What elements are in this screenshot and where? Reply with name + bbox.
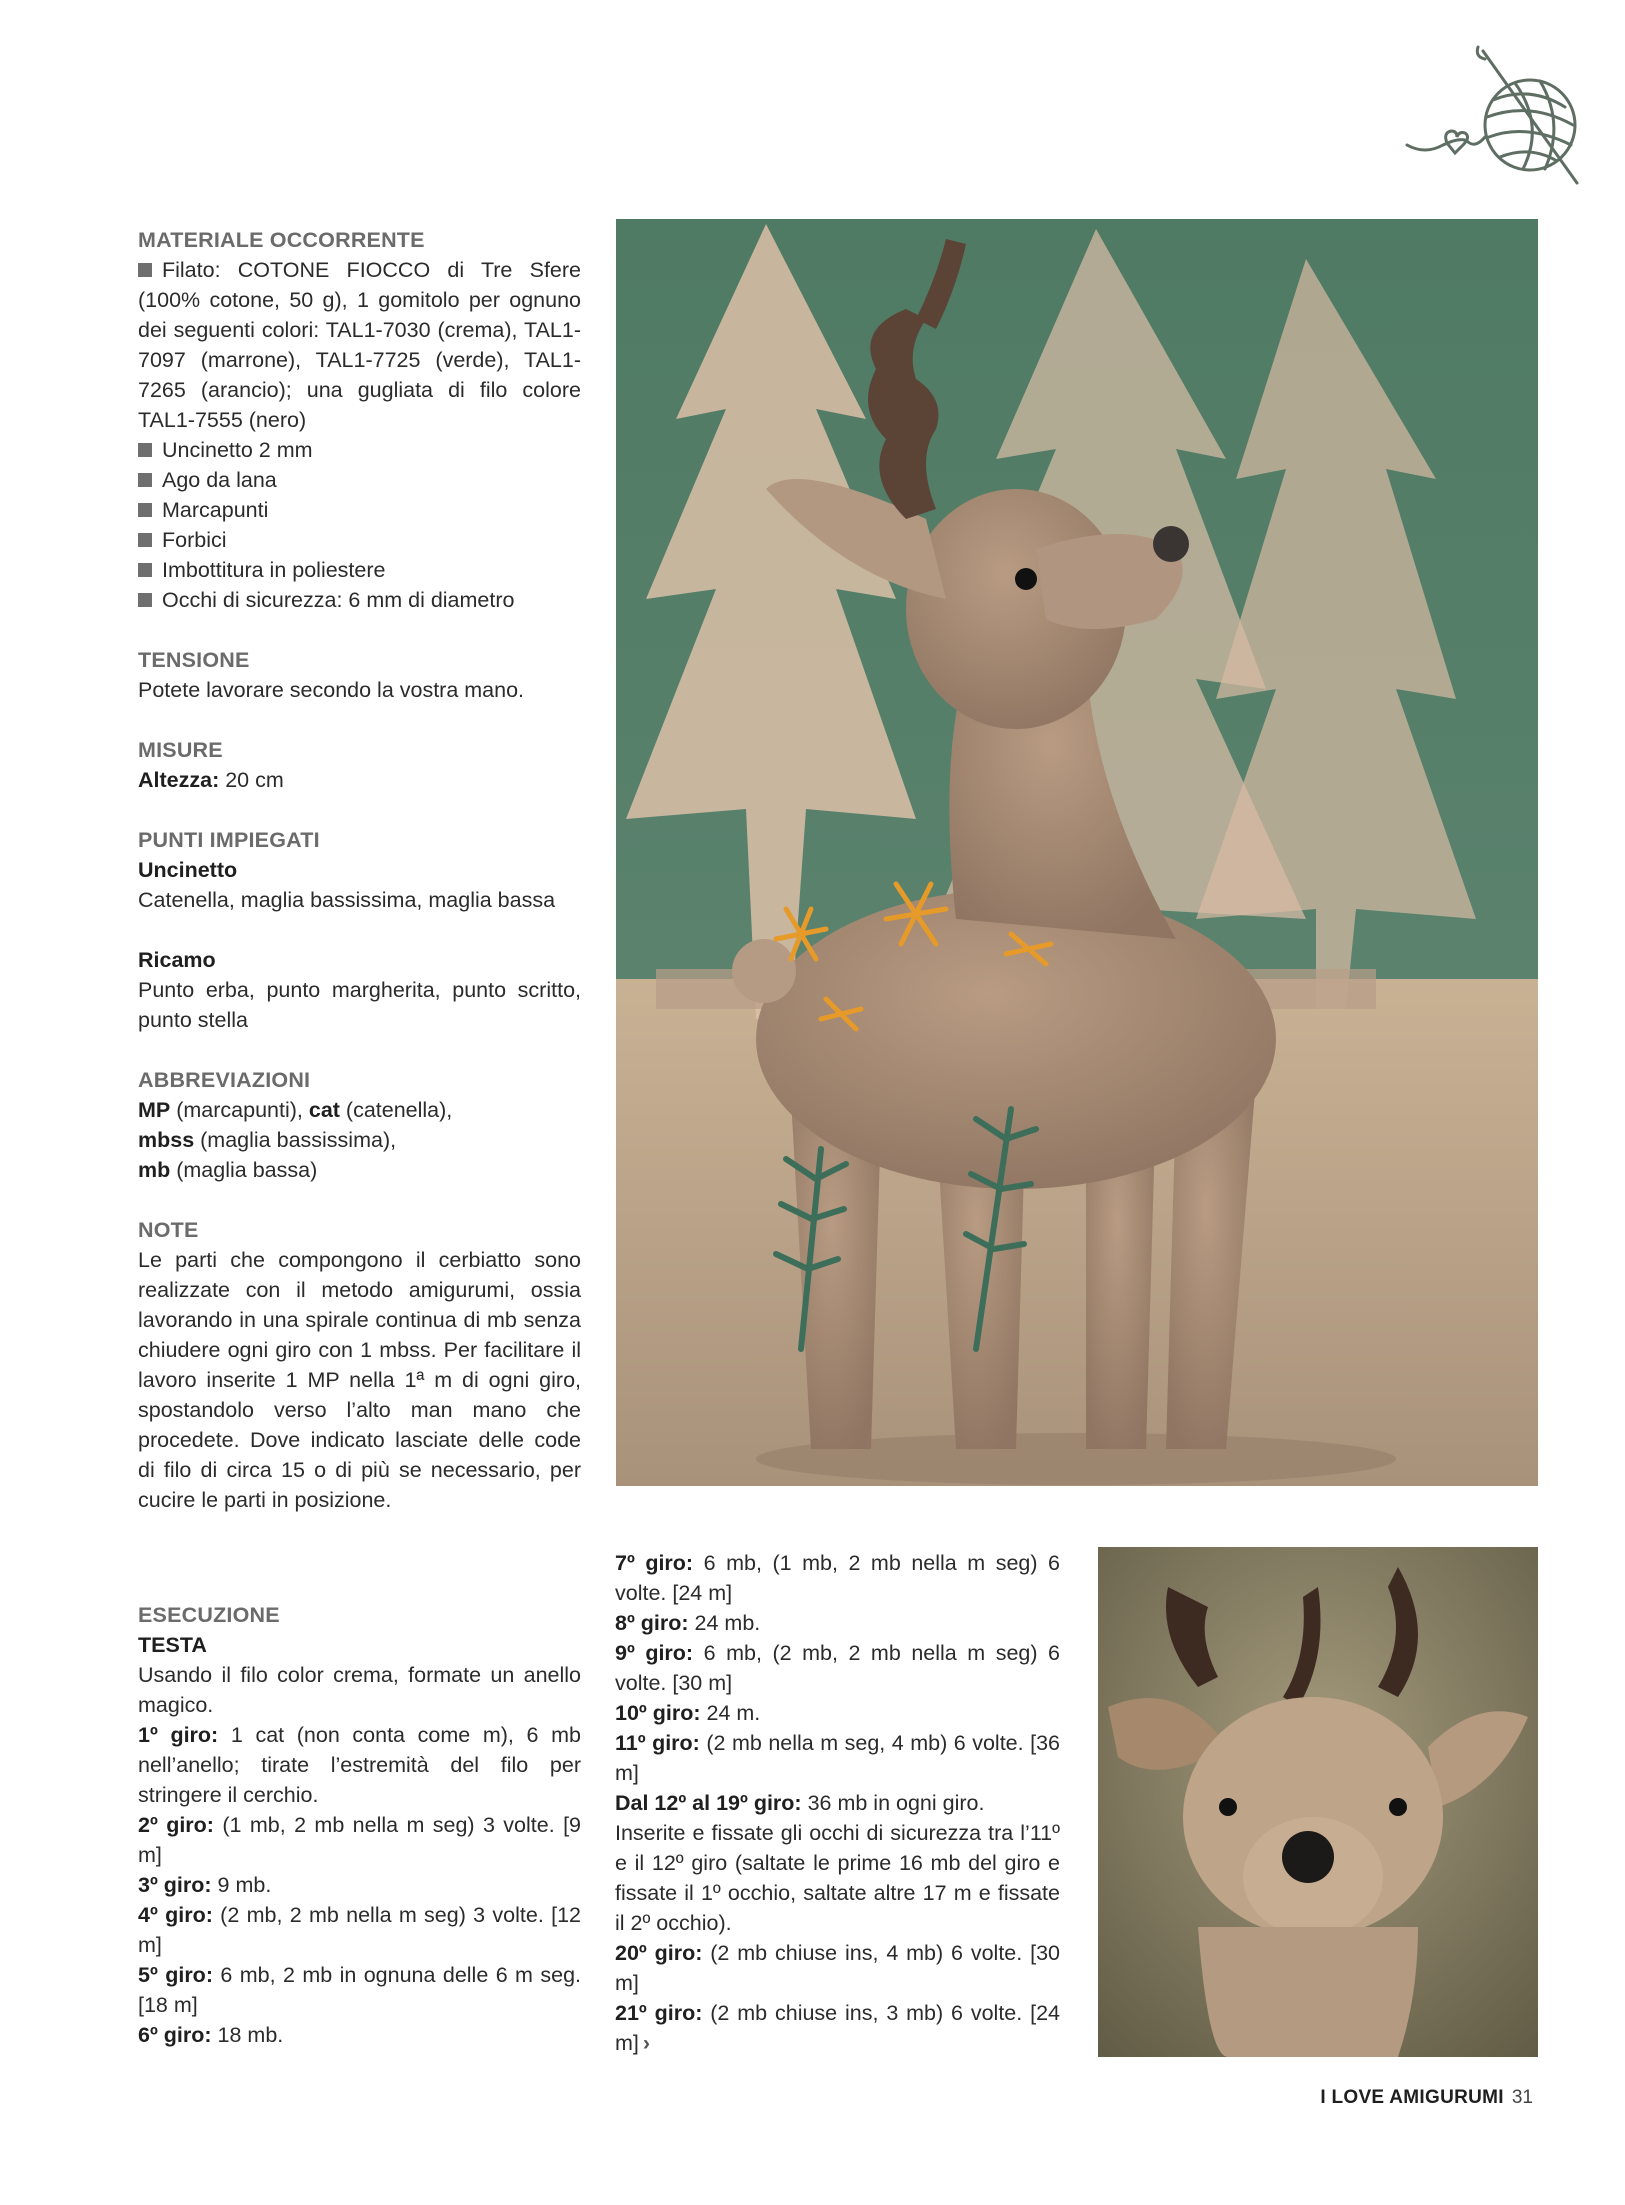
notes-heading: NOTE [138,1218,199,1242]
abbreviation-line: MP (marcapunti), cat (catenella), [138,1098,453,1122]
materials-item: Marcapunti [138,495,581,525]
abbreviation-line: mb (maglia bassa) [138,1158,318,1182]
round-line: 9º giro: 6 mb, (2 mb, 2 mb nella m seg) 6 volte. [30 m] [615,1641,1060,1695]
round-line: 11º giro: (2 mb nella m seg, 4 mb) 6 volte. [36 m] [615,1731,1060,1785]
materials-item: Filato: COTONE FIOCCO di Tre Sfere (100% cotone, 50 g), 1 gomitolo per ognuno dei seguenti colori: TAL1-7030 (crema), TAL1-7097 (marrone), TAL1-7725 (verde), TAL1-7265 (arancio); una gugliata di filo colore TAL1-7555 (nero) [138,258,581,432]
round-line: 6º giro: 18 mb. [138,2023,284,2047]
round-line: 4º giro: (2 mb, 2 mb nella m seg) 3 volte. [12 m] [138,1903,581,1957]
bullet-square-icon [138,503,152,517]
abbreviation-line: mbss (maglia bassissima), [138,1128,397,1152]
notes-text: Le parti che compongono il cerbiatto sono realizzate con il metodo amigurumi, ossia lavorando in una spirale continua di mb senza chiudere ogni giro con 1 mbss. Per facilitare il lavoro inserite 1 MP nella 1ª m di ogni giro, spostandolo verso l’alto man mano che procedete. Dove indicato lasciate delle code di filo di circa 15 o di più se necessario, per cucire le parti in posizione. [138,1248,581,1512]
left-column [138,225,581,1515]
execution-intro: Usando il filo color crema, formate un anello magico. [138,1663,581,1717]
materials-item: Forbici [138,525,581,555]
materials-item: Ago da lana [138,465,581,495]
round-line: 3º giro: 9 mb. [138,1873,272,1897]
materials-item: Occhi di sicurezza: 6 mm di diametro [138,585,581,615]
abbreviations-heading: ABBREVIAZIONI [138,1068,311,1092]
materials-item: Uncinetto 2 mm [138,435,581,465]
page-number: 31 [1511,2087,1533,2108]
bullet-square-icon [138,263,152,277]
sizes-line: Altezza: 20 cm [138,768,284,792]
round-line: 21º giro: (2 mb chiuse ins, 3 mb) 6 volte. [24 m] › [615,2001,1060,2055]
round-line: 20º giro: (2 mb chiuse ins, 4 mb) 6 volte. [30 m] [615,1941,1060,1995]
tension-heading: TENSIONE [138,648,250,672]
next-page-arrow-icon: › [642,2031,651,2055]
execution-column [138,1600,581,2050]
materials-heading: MATERIALE OCCORRENTE [138,228,425,252]
bullet-square-icon [138,593,152,607]
yarn-ball-crochet-hook-heart-icon [1405,45,1590,195]
embroidery-label: Ricamo [138,948,216,972]
bullet-square-icon [138,563,152,577]
round-line: Dal 12º al 19º giro: 36 mb in ogni giro. [615,1791,985,1815]
tension-text: Potete lavorare secondo la vostra mano. [138,678,525,702]
bullet-square-icon [138,533,152,547]
bullet-square-icon [138,443,152,457]
page-footer [1320,2087,1533,2109]
main-deer-photo [616,219,1538,1486]
round-line: Inserite e fissate gli occhi di sicurezza tra l’11º e il 12º giro (saltate le prime 16 mb del giro e fissate il 1º occhio, saltate altre 17 m e fissate il 2º occhio). [615,1821,1060,1935]
round-line: 2º giro: (1 mb, 2 mb nella m seg) 3 volte. [9 m] [138,1813,581,1867]
embroidery-text: Punto erba, punto margherita, punto scritto, punto stella [138,978,581,1032]
stitches-heading: PUNTI IMPIEGATI [138,828,320,852]
head-subheading: TESTA [138,1633,207,1657]
middle-column [615,1548,1060,2058]
round-line: 5º giro: 6 mb, 2 mb in ognuna delle 6 m seg. [18 m] [138,1963,581,2017]
round-line: 8º giro: 24 mb. [615,1611,761,1635]
round-line: 1º giro: 1 cat (non conta come m), 6 mb nell’anello; tirate l’estremità del filo per stringere il cerchio. [138,1723,581,1807]
sizes-heading: MISURE [138,738,223,762]
crochet-label: Uncinetto [138,858,238,882]
round-line: 7º giro: 6 mb, (1 mb, 2 mb nella m seg) 6 volte. [24 m] [615,1551,1060,1605]
materials-item: Imbottitura in poliestere [138,555,581,585]
crochet-text: Catenella, maglia bassissima, maglia bassa [138,888,556,912]
round-line: 10º giro: 24 m. [615,1701,761,1725]
bullet-square-icon [138,473,152,487]
execution-heading: ESECUZIONE [138,1603,280,1627]
deer-closeup-photo [1098,1547,1538,2057]
magazine-name: I LOVE AMIGURUMI [1320,2087,1504,2108]
